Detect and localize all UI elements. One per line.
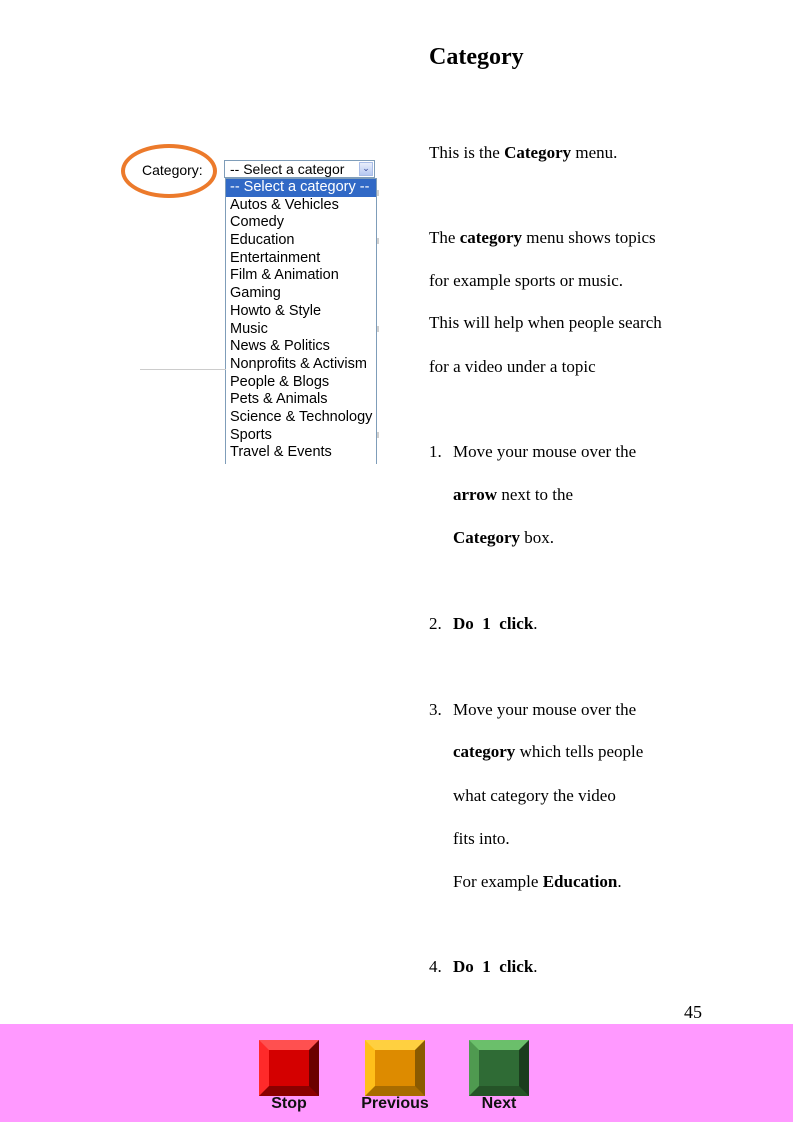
chevron-down-icon[interactable]: ⌄ <box>359 162 373 176</box>
dropdown-option[interactable]: Howto & Style <box>230 302 322 319</box>
dropdown-option[interactable]: -- Select a category -- <box>226 179 376 197</box>
paragraph-line: for a video under a topic <box>429 357 596 376</box>
page-title: Category <box>429 44 524 70</box>
paragraph-line: for example sports or music. <box>429 271 624 290</box>
dropdown-option[interactable]: People & Blogs <box>230 373 330 390</box>
dropdown-option[interactable]: Comedy <box>230 214 284 231</box>
step-number: 4. <box>429 957 442 976</box>
dropdown-option[interactable]: News & Politics <box>230 338 330 355</box>
background-fragment <box>377 432 379 438</box>
previous-label[interactable]: Previous <box>361 1095 429 1112</box>
dropdown-option[interactable]: Sports <box>230 426 272 443</box>
background-fragment <box>377 190 379 196</box>
step-number: 2. <box>429 614 442 633</box>
step-text: Move your mouse over the <box>453 442 637 461</box>
category-options-list[interactable] <box>225 178 377 464</box>
dropdown-option[interactable]: Film & Animation <box>230 267 339 284</box>
step-text: what category the video <box>453 786 616 805</box>
previous-icon[interactable] <box>365 1040 425 1096</box>
step-text: Category box. <box>453 528 555 547</box>
category-select[interactable] <box>224 160 375 178</box>
dropdown-option[interactable]: Science & Technology <box>230 408 373 425</box>
dropdown-option[interactable]: Entertainment <box>230 249 321 266</box>
dropdown-option[interactable]: Autos & Vehicles <box>230 196 339 213</box>
previous-button[interactable] <box>361 1040 429 1112</box>
step-text: For example Education. <box>453 872 622 891</box>
stop-label[interactable]: Stop <box>271 1095 307 1112</box>
step-text: Do 1 click. <box>453 957 538 976</box>
dropdown-option[interactable]: Nonprofits & Activism <box>230 355 367 372</box>
step-text: Move your mouse over the <box>453 700 637 719</box>
category-dropdown-screenshot <box>118 140 388 470</box>
navigation-footer <box>0 1024 793 1122</box>
select-value: -- Select a categor <box>230 161 345 177</box>
paragraph-line: The category menu shows topics <box>429 228 656 247</box>
background-divider <box>140 369 226 370</box>
dropdown-option[interactable]: Gaming <box>230 285 281 302</box>
step-text: category which tells people <box>453 742 644 761</box>
step-number: 3. <box>429 700 442 719</box>
step-number: 1. <box>429 442 442 461</box>
dropdown-option[interactable]: Travel & Events <box>230 444 332 461</box>
dropdown-option[interactable]: Pets & Animals <box>230 391 328 408</box>
step-text: Do 1 click. <box>453 614 538 633</box>
category-label: Category: <box>142 162 203 178</box>
page-number: 45 <box>684 1002 702 1022</box>
stop-button[interactable] <box>259 1040 319 1112</box>
intro-text: This is the Category menu. <box>429 143 618 162</box>
step-text: arrow next to the <box>453 485 574 504</box>
stop-icon[interactable] <box>259 1040 319 1096</box>
next-button[interactable] <box>469 1040 529 1112</box>
background-fragment <box>377 238 379 244</box>
next-icon[interactable] <box>469 1040 529 1096</box>
step-text: fits into. <box>453 829 510 848</box>
paragraph-line: This will help when people search <box>429 313 662 332</box>
dropdown-option[interactable]: Education <box>230 232 295 249</box>
next-label[interactable]: Next <box>481 1095 517 1112</box>
dropdown-option[interactable]: Music <box>230 320 268 337</box>
background-fragment <box>377 326 379 332</box>
